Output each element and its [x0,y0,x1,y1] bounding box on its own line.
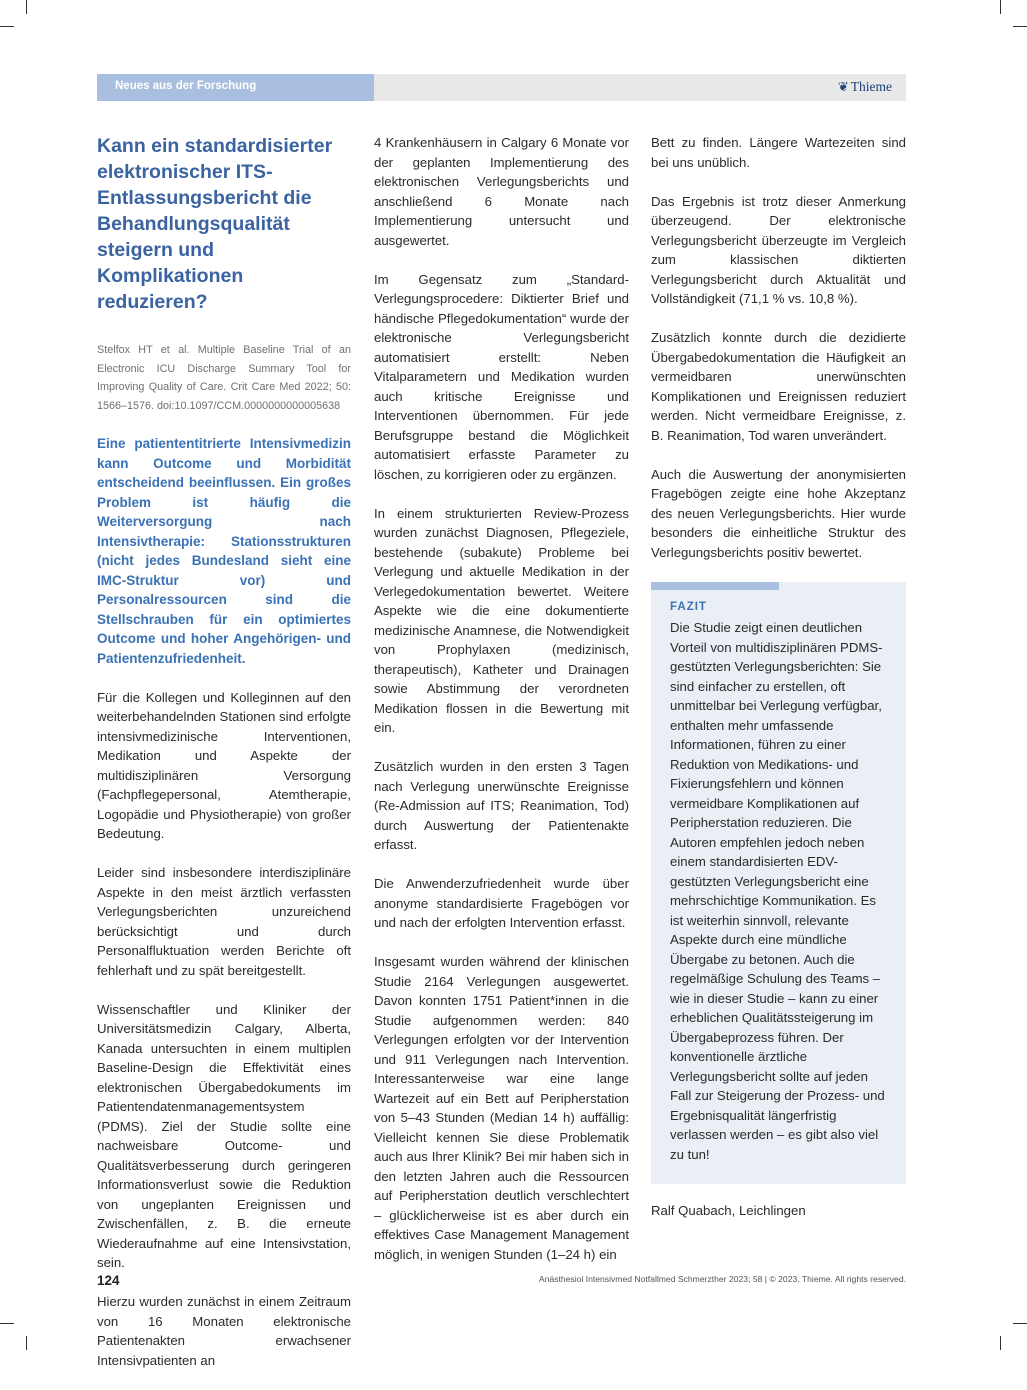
body-paragraph: Auch die Auswertung der anonymisierten Fragebögen zeigte eine hohe Akzeptanz des neuen Verlegungsberichts. Hier wurde besonders die einheitliche Struktur des Verlegungsberichts positiv bewertet. [651,466,906,560]
article-lead: Eine patiententitrierte Intensivmedizin kann Outcome und Morbidität entscheidend beeinflussen. Ein großes Problem ist häufig die Weiterversorgung nach Intensivtherapie: Stationsstrukturen (nicht jedes Bundesland sieht eine IMC-Struktur vor) und Personalressourcen sind die Stellschrauben für ein optimiertes Outcome und hoher Angehörigen- und Patientenzufriedenheit. [97,436,351,666]
body-paragraph: Zusätzlich konnte durch die dezidierte Übergabedokumentation die Häufigkeit an vermeidbaren unerwünschten Komplikationen und Ereignissen reduziert werden. Nicht vermeidbare Ereignisse, z. B. Reanimation, Tod waren unverändert. [651,330,906,443]
body-paragraph: Für die Kollegen und Kolleginnen auf den weiterbehandelnden Stationen sind erfolgte intensivmedizinische Interventionen, Medikation und Aspekte der multidisziplinären Versorgung (Fachpflegepersonal, Atemtherapie, Logopädie und Physiotherapie) von großer Bedeutung. [97,689,351,841]
body-paragraph: Bett zu finden. Längere Wartezeiten sind bei uns unüblich. [651,135,906,170]
article-title: Kann ein standardisierter elektronischer ITS-Entlassungsbericht die Behandlungsqualität steigern und Komplikationen reduzieren? [97,135,333,313]
crop-mark [0,26,14,27]
body-paragraph: Im Gegensatz zum „Standard-Verlegungsprocedere: Diktierter Brief und händische Pflegedokumentation“ wurde der elektronische Verlegungsbericht automatisiert erstellt: Neben Vitalparametern und Medikation wurden auch kritische Ereignisse und Interventionen übernommen. Für jede Berufsgruppe bestand die Möglichkeit automatisiert erfasste Parameter zu löschen, zu korrigieren oder zu ergänzen. [374,271,629,482]
footer-citation: Anästhesiol Intensivmed Notfallmed Schmerzther 2023; 58 | © 2023. Thieme. All rights reserved. [538,1274,906,1284]
fazit-text: Die Studie zeigt einen deutlichen Vorteil von multidisziplinären PDMS-gestützten Verlegungsberichten: Sie sind einfacher zu erstellen, oft unmittelbar bei Verlegung verfügbar, enthalten mehr umfassende Informationen, führen zu einer Reduktion von Medikations- und Fixierungsfehlern und können vermeidbare Komplikationen auf Peripherstation reduzieren. Die Autoren empfehlen jedoch neben einem standardisierten EDV-gestützten Verlegungsbericht eine mehrschichtige Kommunikation. Es ist weiterhin sinnvoll, relevante Aspekte durch eine mündliche Übergabe zu betonen. Auch die regelmäßige Schulung des Teams – wie in dieser Studie – kann zu einer erheblichen Qualitätssteigerung im Übergabeprozess führen. Der konventionelle ärztliche Verlegungsbericht sollte auf jeden Fall zur Steigerung der Prozess- und Ergebnisqualität längerfristig verlassen werden – es gibt also viel zu tun! [670,620,885,1162]
crop-mark [26,0,27,14]
publisher-logo [838,79,892,95]
fazit-box [651,582,906,1185]
publisher-name: Thieme [850,79,892,94]
body-paragraph: In einem strukturierten Review-Prozess wurden zunächst Diagnosen, Pflegeziele, bestehende (subakute) Probleme bei Verlegung und aktuelle Medikation in der Verlegedokumentation bewertet. Weitere Aspekte wie die eine dokumentierte medizinische Anamnese, die Notwendigkeit von Prophylaxen (medizinisch, therapeutisch), Katheter und Drainagen sowie Abstimmung der verordneten Medikation flossen in die Bewertung mit ein. [374,505,629,735]
body-paragraph: Insgesamt wurden während der klinischen Studie 2164 Verlegungen ausgewertet. Davon konnten 1751 Patient*innen in die Studie aufgenommen werden: 840 Verlegungen erfolgten vor der Intervention und 911 Verlegungen nach Intervention. Interessanterweise war eine lange Wartezeit auf ein Bett auf Peripherstation von 5–43 Stunden (Median 14 h) auffällig: Vielleicht kennen Sie diese Problematik auch aus Ihrer Klinik? Bei mir haben sich in den letzten Jahren auch die Ressourcen auf Peripherstation deutlich verschlechtert – glücklicherweise ist es aber durch ein effektives Case Management Management möglich, in wenigen Stunden (1–24 h) ein [374,954,629,1262]
section-tab [97,74,374,101]
page-number: 124 [97,1273,120,1288]
crop-mark [0,1323,14,1324]
body-paragraph: Zusätzlich wurden in den ersten 3 Tagen nach Verlegung unerwünschte Ereignisse (Re-Admission auf ITS; Reanimation, Tod) durch Auswertung der Patientenakte erfasst. [374,759,629,852]
author-line: Ralf Quabach, Leichlingen [651,1203,806,1218]
body-paragraph: Hierzu wurden zunächst in einem Zeitraum von 16 Monaten elektronische Patientenakten erwachsener Intensivpatienten an [97,1294,351,1368]
page-header-bar [97,74,906,101]
section-label: Neues aus der Forschung [115,80,257,92]
crop-mark [1013,1323,1027,1324]
crop-mark [26,1336,27,1350]
body-paragraph: 4 Krankenhäusern in Calgary 6 Monate vor der geplanten Implementierung des elektronischen Verlegungsberichts und anschließend 6 Monate nach Implementierung untersucht und ausgewertet. [374,135,629,248]
body-paragraph: Das Ergebnis ist trotz dieser Anmerkung überzeugend. Der elektronische Verlegungsbericht überzeugte im Vergleich zum klassischen diktierten Verlegungsbericht durch Aktualität und Vollständigkeit (71,1 % vs. 10,8 %). [651,193,906,306]
fazit-accent-bar [651,582,779,590]
article-citation: Stelfox HT et al. Multiple Baseline Trial of an Electronic ICU Discharge Summary Tool for Improving Quality of Care. Crit Care Med 2022; 50: 1566–1576. doi:10.1097/CCM.0000000000005638 [97,344,351,412]
crop-mark [1013,26,1027,27]
column-2 [374,133,629,1284]
thieme-logo-icon: ❦ [837,79,849,94]
column-3 [651,133,906,1240]
body-paragraph: Leider sind insbesondere interdisziplinäre Aspekte in den meist ärztlich verfassten Verlegungsberichten unzureichend berücksichtigt und durch Personalfluktuation werden Berichte oft fehlerhaft und zu spät bereitgestellt. [97,865,351,978]
crop-mark [1000,1336,1001,1350]
crop-mark [1000,0,1001,14]
fazit-title: FAZIT [670,600,707,613]
body-paragraph: Wissenschaftler und Kliniker der Universitätsmedizin Calgary, Alberta, Kanada untersuchten in einem multiplen Baseline-Design die Effektivität eines elektronischen Übergabedokuments im Patientendatenmanagementsystem (PDMS). Ziel der Studie sollte eine nachweisbare Outcome- und Qualitätsverbesserung durch geringeren Informationsverlust sowie die Reduktion von ungeplanten Ereignissen und Zwischenfällen, z. B. die erneute Wiederaufnahme auf eine Intensivstation, sein. [97,1001,351,1270]
column-1 [97,133,351,1390]
body-paragraph: Die Anwenderzufriedenheit wurde über anonyme standardisierte Fragebögen vor und nach der erfolgten Intervention erfasst. [374,876,629,930]
